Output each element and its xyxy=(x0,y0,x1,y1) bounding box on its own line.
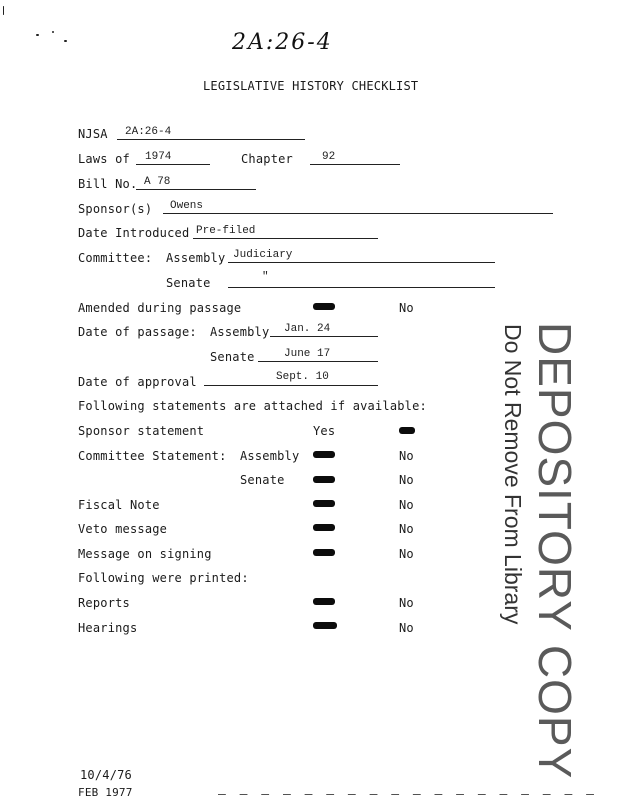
passage-senate-label: Senate xyxy=(210,350,255,364)
committee-assembly-label: Assembly xyxy=(166,251,226,265)
hearings-label: Hearings xyxy=(78,621,138,635)
date-introduced-label: Date Introduced xyxy=(78,226,190,240)
handwritten-reference: 2A:26-4 xyxy=(232,30,333,55)
footer-dashed-line: — — — — — — — — — — — — — — — — — — xyxy=(218,787,597,802)
redaction-mark xyxy=(399,427,415,434)
passage-assembly-label: Assembly xyxy=(210,325,270,339)
message-on-signing-answer: No xyxy=(399,547,414,561)
committee-statement-assembly-answer: No xyxy=(399,449,414,463)
reports-label: Reports xyxy=(78,596,130,610)
sponsor-value: Owens xyxy=(170,200,204,212)
bill-no-label: Bill No. xyxy=(78,177,138,191)
laws-of-label: Laws of xyxy=(78,152,130,166)
reports-answer: No xyxy=(399,596,414,610)
committee-label: Committee: xyxy=(78,251,153,265)
fiscal-note-label: Fiscal Note xyxy=(78,498,160,512)
committee-senate-label: Senate xyxy=(166,276,211,290)
njsa-underline xyxy=(117,139,305,140)
laws-of-value: 1974 xyxy=(145,151,172,163)
committee-assembly-value: Judiciary xyxy=(233,249,293,261)
passage-senate-value: June 17 xyxy=(284,348,331,360)
passage-senate-underline xyxy=(258,361,378,362)
committee-assembly-underline xyxy=(228,262,495,263)
bill-no-value: A 78 xyxy=(144,176,171,188)
date-introduced-value: Pre-filed xyxy=(196,225,256,237)
date-of-approval-underline xyxy=(204,385,378,386)
amended-label: Amended during passage xyxy=(78,301,242,315)
scan-speck xyxy=(64,40,67,42)
redaction-mark xyxy=(313,598,335,605)
passage-assembly-underline xyxy=(270,336,378,337)
sponsor-underline xyxy=(163,213,553,214)
scan-speck xyxy=(52,31,54,33)
bill-no-underline xyxy=(136,189,256,190)
page-title: LEGISLATIVE HISTORY CHECKLIST xyxy=(203,79,419,93)
sponsor-statement-answer: Yes xyxy=(313,424,336,438)
scan-speck xyxy=(36,34,39,36)
date-of-approval-label: Date of approval xyxy=(78,375,197,389)
date-introduced-underline xyxy=(193,238,378,239)
redaction-mark xyxy=(313,476,335,483)
footer-date: 10/4/76 xyxy=(80,768,132,782)
date-of-approval-value: Sept. 10 xyxy=(276,371,329,383)
committee-statement-assembly-label: Assembly xyxy=(240,449,300,463)
message-on-signing-label: Message on signing xyxy=(78,547,212,561)
hearings-answer: No xyxy=(399,621,414,635)
scan-speck xyxy=(3,6,4,15)
redaction-mark xyxy=(313,622,337,629)
njsa-value: 2A:26-4 xyxy=(125,126,172,138)
sponsor-label: Sponsor(s) xyxy=(78,202,153,216)
sponsor-statement-label: Sponsor statement xyxy=(78,424,205,438)
chapter-underline xyxy=(310,164,400,165)
redaction-mark xyxy=(313,451,335,458)
committee-senate-value: " xyxy=(262,271,269,283)
redaction-mark xyxy=(313,549,335,556)
date-of-passage-label: Date of passage: xyxy=(78,325,197,339)
redaction-mark xyxy=(313,500,335,507)
redaction-mark xyxy=(313,524,335,531)
njsa-label: NJSA xyxy=(78,127,108,141)
veto-message-answer: No xyxy=(399,522,414,536)
do-not-remove-stamp: Do Not Remove From Library xyxy=(500,324,526,625)
redaction-mark xyxy=(313,303,335,310)
committee-statement-label: Committee Statement: xyxy=(78,449,227,463)
committee-statement-senate-answer: No xyxy=(399,473,414,487)
depository-stamp: DEPOSITORY COPY xyxy=(529,322,581,780)
chapter-value: 92 xyxy=(322,151,336,163)
committee-senate-underline xyxy=(228,287,495,288)
passage-assembly-value: Jan. 24 xyxy=(284,323,331,335)
amended-answer: No xyxy=(399,301,414,315)
statements-heading: Following statements are attached if available: xyxy=(78,399,427,413)
laws-of-underline xyxy=(136,164,210,165)
printed-heading: Following were printed: xyxy=(78,571,249,585)
veto-message-label: Veto message xyxy=(78,522,168,536)
fiscal-note-answer: No xyxy=(399,498,414,512)
committee-statement-senate-label: Senate xyxy=(240,473,285,487)
chapter-label: Chapter xyxy=(241,152,293,166)
received-date: FEB 1977 xyxy=(78,786,133,799)
